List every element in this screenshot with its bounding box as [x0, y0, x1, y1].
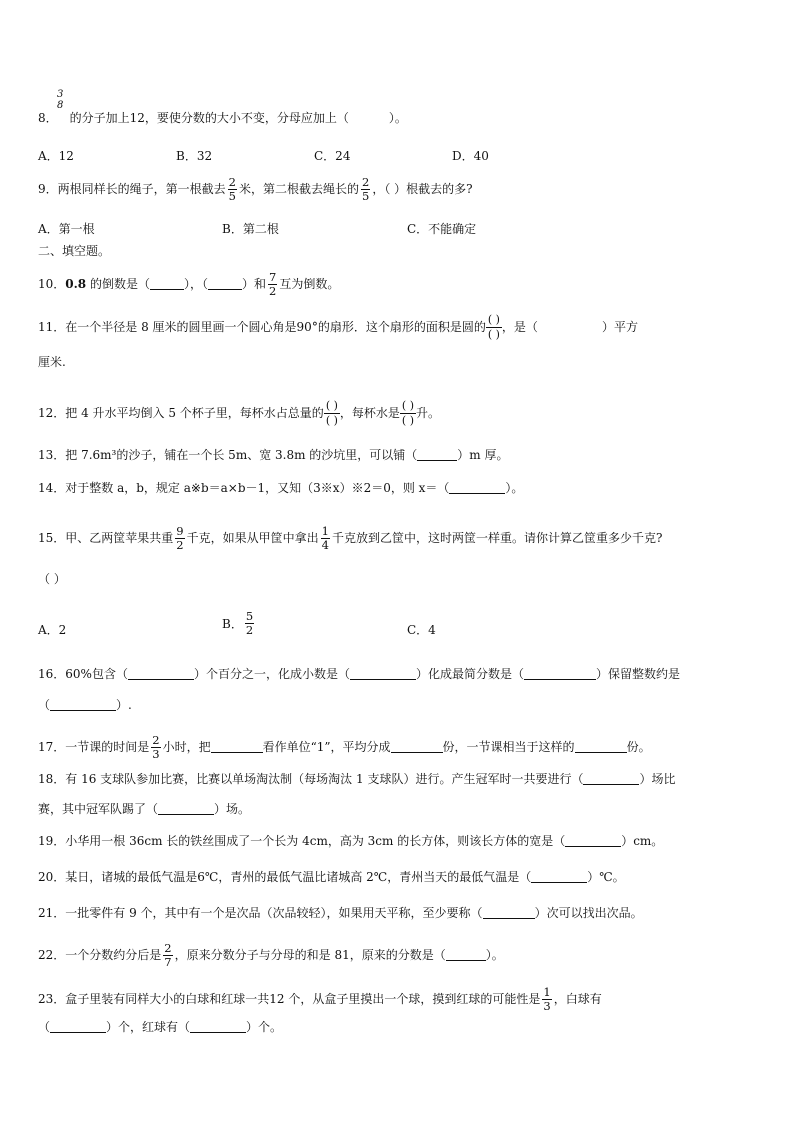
q17-text-2: 小时，把 — [162, 740, 211, 754]
q17-text-3: 看作单位“1”，平均分成 — [262, 740, 391, 754]
q8-option-b: B．32 — [176, 149, 213, 163]
q15-text-1: 甲、乙两筐苹果共重 — [65, 531, 174, 545]
q10-f-den: 2 — [269, 284, 277, 298]
q15-line — [38, 525, 662, 552]
q9-text-2: 米，第二根截去绳长的 — [238, 182, 359, 196]
q11-text-2: ，是（ — [501, 320, 538, 334]
q12-frac1-bottom: ( ) — [325, 414, 338, 427]
q20-line — [38, 870, 625, 884]
q16-blank-1[interactable] — [128, 667, 194, 680]
q12-frac1-top: ( ) — [325, 399, 338, 412]
q10-text-2: 的倒数是（ — [90, 277, 151, 291]
q19-text-1: 小华用一根 36cm 长的铁丝围成了一个长为 4cm，高为 3cm 的长方体，则该长方体的宽是（ — [65, 834, 566, 848]
q22-line — [38, 942, 504, 969]
q9-option-b: B．第二根 — [222, 222, 279, 236]
q9-line — [38, 176, 473, 203]
q16-blank-2[interactable] — [350, 667, 416, 680]
q17-blank-3[interactable] — [575, 740, 627, 753]
q21-line — [38, 906, 643, 920]
q8-end: ）。 — [388, 111, 407, 125]
q14-line — [38, 481, 523, 495]
q17-f-num: 2 — [152, 733, 160, 747]
q20-number: 20． — [38, 870, 66, 884]
q22-blank[interactable] — [446, 948, 486, 961]
q9-option-a: A．第一根 — [38, 222, 95, 236]
q23-blank-2[interactable] — [190, 1020, 246, 1033]
q16-text-3: ）化成最简分数是（ — [415, 667, 524, 681]
q15-fraction-2 — [321, 525, 330, 552]
q15-optb-num: 5 — [245, 609, 254, 623]
q18-line-2 — [38, 802, 250, 816]
q21-blank[interactable] — [483, 906, 535, 919]
q13-line — [38, 448, 509, 462]
q17-text-1: 一节课的时间是 — [65, 740, 150, 754]
q23-f-den: 3 — [543, 999, 551, 1013]
q9-text-1: 两根同样长的绳子，第一根截去 — [57, 182, 226, 196]
q10-f-num: 7 — [269, 270, 277, 284]
q17-line — [38, 734, 651, 761]
q11-number: 11． — [38, 320, 66, 334]
q12-frac2-bottom: ( ) — [401, 414, 415, 427]
q11-frac-bottom: ( ) — [487, 328, 500, 341]
q13-text-1: 把 7.6m³的沙子，铺在一个长 5m、宽 3.8m 的沙坑里，可以铺（ — [65, 448, 418, 462]
q18-text-2: ）场比 — [639, 772, 676, 786]
q15-answer-paren: （ ） — [38, 572, 66, 586]
q22-f-num: 2 — [164, 941, 172, 955]
q18-text-4: ）场。 — [214, 802, 251, 816]
q15-text-2: 千克，如果从甲筐中拿出 — [186, 531, 319, 545]
q11-text-4: 厘米. — [38, 355, 66, 369]
q22-f-den: 7 — [164, 955, 172, 969]
q23-text-1: 盒子里装有同样大小的白球和红球一共12 个，从盒子里摸出一个球，摸到红球的可能性是 — [65, 992, 541, 1006]
q22-text-3: ）。 — [485, 948, 504, 962]
q19-number: 19． — [38, 834, 66, 848]
section-fill-in-heading: 二、填空题。 — [38, 244, 111, 258]
q16-number: 16． — [38, 667, 66, 681]
q20-text-1: 某日，诸城的最低气温是6℃，青州的最低气温比诸城高 2℃，青州当天的最低气温是（ — [65, 870, 532, 884]
q10-text-3: ），（ — [184, 277, 209, 291]
q14-blank[interactable] — [449, 481, 505, 494]
q16-blank-4[interactable] — [50, 698, 116, 711]
q10-value: 0.8 — [65, 277, 87, 291]
q8-option-a: A．12 — [38, 149, 74, 163]
q22-text-2: ，原来分数分子与分母的和是 81，原来的分数是（ — [174, 948, 446, 962]
q16-text-6: ）. — [116, 698, 132, 712]
q18-number: 18． — [38, 772, 66, 786]
q13-number: 13． — [38, 448, 66, 462]
q11-line — [38, 313, 638, 342]
q10-blank-2[interactable] — [208, 277, 242, 290]
q11-fraction-blank[interactable] — [486, 313, 502, 342]
q11-text-3: ）平方 — [601, 320, 638, 334]
q23-f-num: 1 — [543, 985, 551, 999]
q10-blank-1[interactable] — [150, 277, 184, 290]
q23-text-3: （ — [38, 1020, 51, 1034]
q22-text-1: 一个分数约分后是 — [65, 948, 162, 962]
q18-blank-1[interactable] — [583, 772, 639, 785]
q11-text-1: 在一个半径是 8 厘米的圆里画一个圆心角是90°的扇形．这个扇形的面积是圆的 — [65, 320, 486, 334]
q16-line — [38, 667, 680, 681]
q20-text-2: ）℃。 — [587, 870, 625, 884]
q15-option-b-fraction — [245, 610, 254, 637]
q16-text-2: ）个百分之一，化成小数是（ — [193, 667, 350, 681]
q23-text-5: ）个。 — [246, 1020, 283, 1034]
q16-text-4: ）保留整数约是 — [596, 667, 681, 681]
q8-option-c: C．24 — [314, 149, 351, 163]
q23-text-2: ，白球有 — [553, 992, 602, 1006]
q22-fraction — [163, 942, 172, 969]
q16-blank-3[interactable] — [524, 667, 596, 680]
q8-frac-den: 8 — [57, 100, 64, 111]
q21-number: 21． — [38, 906, 66, 920]
q17-text-4: 份，一节课相当于这样的 — [442, 740, 575, 754]
q12-frac2-top: ( ) — [401, 399, 415, 412]
q16-line-2 — [38, 698, 132, 712]
q12-text-3: 升。 — [416, 406, 441, 420]
q9-f2-den: 5 — [362, 189, 370, 203]
q21-text-1: 一批零件有 9 个，其中有一个是次品（次品较轻），如果用天平称，至少要称（ — [65, 906, 483, 920]
q9-option-c: C．不能确定 — [407, 222, 477, 236]
q19-text-2: ）cm。 — [621, 834, 664, 848]
q9-f1-num: 2 — [228, 175, 236, 189]
q18-text-1: 有 16 支球队参加比赛，比赛以单场淘汰制（每场淘汰 1 支球队）进行。产生冠军时一共要进行（ — [65, 772, 584, 786]
q19-line — [38, 834, 663, 848]
q15-f2-den: 4 — [321, 538, 329, 552]
q17-text-5: 份。 — [626, 740, 651, 754]
q23-blank-1[interactable] — [50, 1020, 106, 1033]
q15-option-a: A．2 — [38, 623, 67, 637]
q16-text-5: （ — [38, 698, 51, 712]
q20-blank[interactable] — [531, 870, 587, 883]
q17-blank-2[interactable] — [391, 740, 443, 753]
q15-option-b-label: B． — [222, 617, 243, 631]
q18-blank-2[interactable] — [158, 802, 214, 815]
q8-number: 8． — [38, 111, 58, 125]
q18-line — [38, 772, 675, 786]
q15-text-3: 千克放到乙筐中，这时两筐一样重。请你计算乙筐重多少千克? — [331, 531, 663, 545]
q23-line-2 — [38, 1020, 282, 1034]
q15-number: 15． — [38, 531, 66, 545]
q10-text-4: ）和 — [242, 277, 267, 291]
q12-number: 12． — [38, 406, 66, 420]
q22-number: 22． — [38, 948, 66, 962]
q17-fraction — [151, 734, 160, 761]
q17-f-den: 3 — [152, 747, 160, 761]
q8-body: 的分子加上12，要使分数的大小不变，分母应加上（ — [69, 111, 349, 125]
q9-number: 9． — [38, 182, 58, 196]
q10-fraction — [268, 271, 277, 298]
q10-number: 10． — [38, 277, 66, 291]
q18-text-3: 赛，其中冠军队踢了（ — [38, 802, 159, 816]
q14-number: 14． — [38, 481, 66, 495]
q15-f1-den: 2 — [176, 538, 184, 552]
q15-f2-num: 1 — [321, 524, 329, 538]
q8-line — [54, 89, 66, 111]
q9-f1-den: 5 — [228, 189, 236, 203]
q15-option-c: C．4 — [407, 623, 436, 637]
q12-fraction-blank-1[interactable] — [324, 399, 340, 428]
q13-blank[interactable] — [417, 448, 457, 461]
q17-blank-1[interactable] — [211, 740, 263, 753]
q15-option-b — [222, 610, 256, 637]
q8-text — [38, 111, 407, 125]
q15-optb-den: 2 — [245, 623, 254, 637]
q19-blank[interactable] — [565, 834, 621, 847]
q10-text-5: 互为倒数。 — [279, 277, 340, 291]
q23-text-4: ）个，红球有（ — [106, 1020, 191, 1034]
q9-text-3: ，（ ）根截去的多? — [372, 182, 473, 196]
q9-f2-num: 2 — [362, 175, 370, 189]
q17-number: 17． — [38, 740, 66, 754]
q9-fraction-2 — [361, 176, 370, 203]
q12-fraction-blank-2[interactable] — [400, 399, 416, 428]
q8-option-d: D．40 — [452, 149, 489, 163]
q16-text-1: 60%包含（ — [65, 667, 128, 681]
q10-line — [38, 271, 339, 298]
q23-line — [38, 986, 602, 1013]
q9-fraction-1 — [228, 176, 237, 203]
q8-fraction — [56, 89, 64, 111]
q15-f1-num: 9 — [176, 524, 184, 538]
q23-fraction — [542, 986, 551, 1013]
q13-text-2: ）m 厚。 — [457, 448, 509, 462]
q21-text-2: ）次可以找出次品。 — [534, 906, 643, 920]
q14-text-1: 对于整数 a，b，规定 a※b＝a×b－1，又知（3※x）※2＝0，则 x＝（ — [65, 481, 450, 495]
q8-frac-num: 3 — [57, 89, 64, 100]
q23-number: 23． — [38, 992, 66, 1006]
q12-text-1: 把 4 升水平均倒入 5 个杯子里，每杯水占总量的 — [65, 406, 324, 420]
q12-text-2: ，每杯水是 — [339, 406, 400, 420]
q14-text-2: ）。 — [505, 481, 524, 495]
q15-fraction-1 — [175, 525, 184, 552]
q11-frac-top: ( ) — [487, 313, 500, 326]
q12-line — [38, 399, 440, 428]
